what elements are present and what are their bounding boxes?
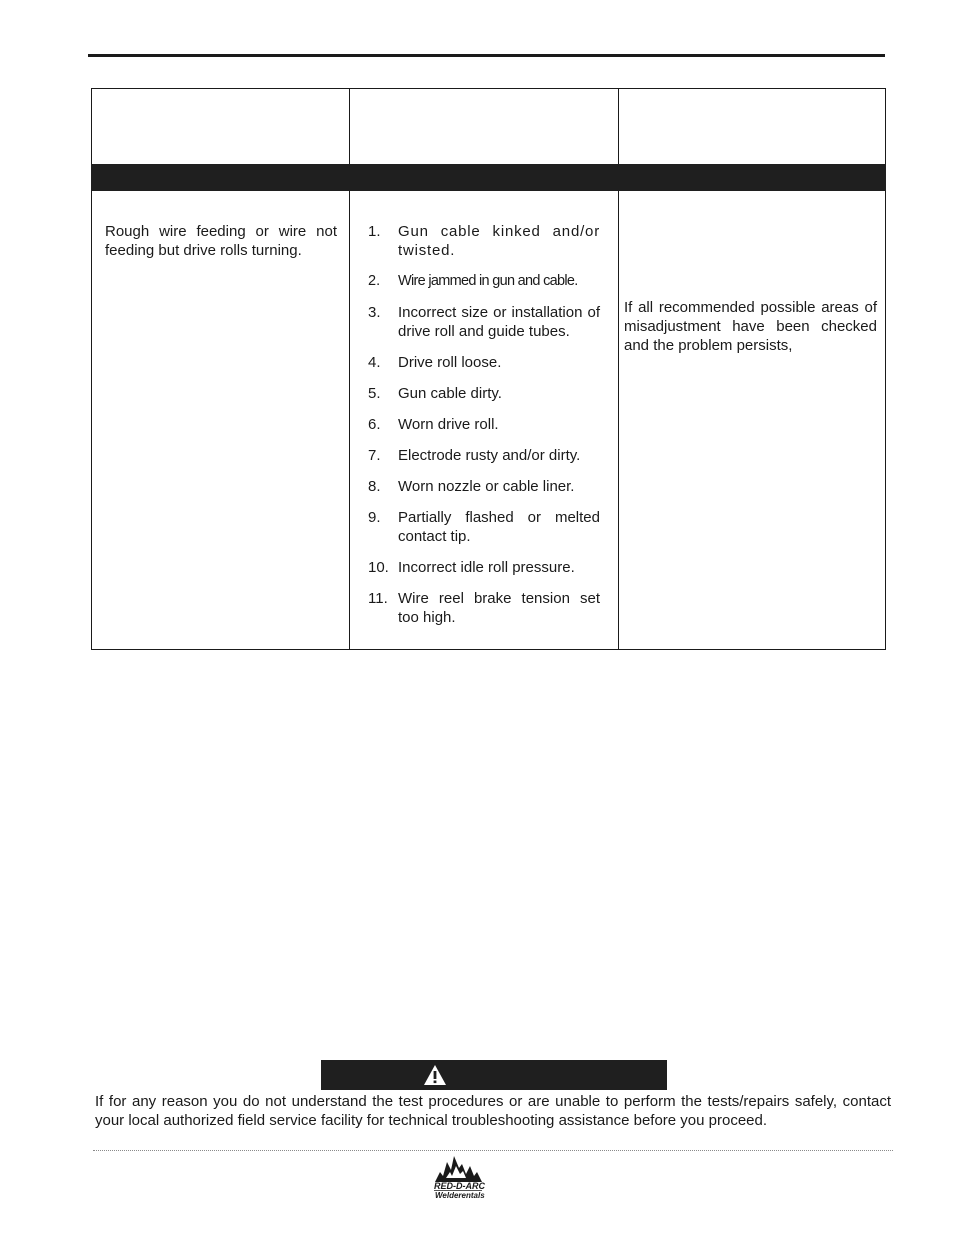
red-d-arc-logo — [432, 1152, 496, 1200]
recommended-action-text: If all recommended possible areas of misadjustment have been checked and the problem persists, — [624, 299, 877, 354]
list-item: 11. Wire reel brake tension set too high. — [368, 590, 600, 626]
warning-triangle-icon — [423, 1064, 447, 1086]
possible-causes-list — [368, 222, 600, 639]
symptom-text: Rough wire feeding or wire not feeding but drive rolls turning. — [105, 223, 337, 259]
list-item: 1. Gun cable kinked and/or twisted. — [368, 223, 600, 259]
list-item: 8. Worn nozzle or cable liner. — [368, 478, 575, 495]
list-item: 5. Gun cable dirty. — [368, 385, 502, 402]
footer-divider — [93, 1150, 893, 1151]
list-item: 7. Electrode rusty and/or dirty. — [368, 447, 581, 464]
troubleshooting-table — [91, 88, 886, 650]
list-item: 6. Worn drive roll. — [368, 416, 499, 433]
list-item: 4. Drive roll loose. — [368, 354, 502, 371]
caution-header-bar — [321, 1060, 667, 1090]
list-item: 9. Partially flashed or melted contact tip. — [368, 509, 600, 545]
caution-text: If for any reason you do not understand the test procedures or are unable to perform the tests/repairs safely, contact your local authorized field service facility for technical troubleshooting assistance before you proceed. — [95, 1093, 891, 1129]
top-rule — [88, 54, 885, 57]
section-header-band — [91, 164, 886, 191]
svg-text:Welderentals: Welderentals — [435, 1191, 485, 1200]
list-item: 2. Wire jammed in gun and cable. — [368, 273, 578, 289]
list-item: 3. Incorrect size or installation of drive roll and guide tubes. — [368, 304, 600, 340]
svg-text:RED-D-ARC: RED-D-ARC — [434, 1181, 485, 1191]
list-item: 10. Incorrect idle roll pressure. — [368, 559, 575, 576]
